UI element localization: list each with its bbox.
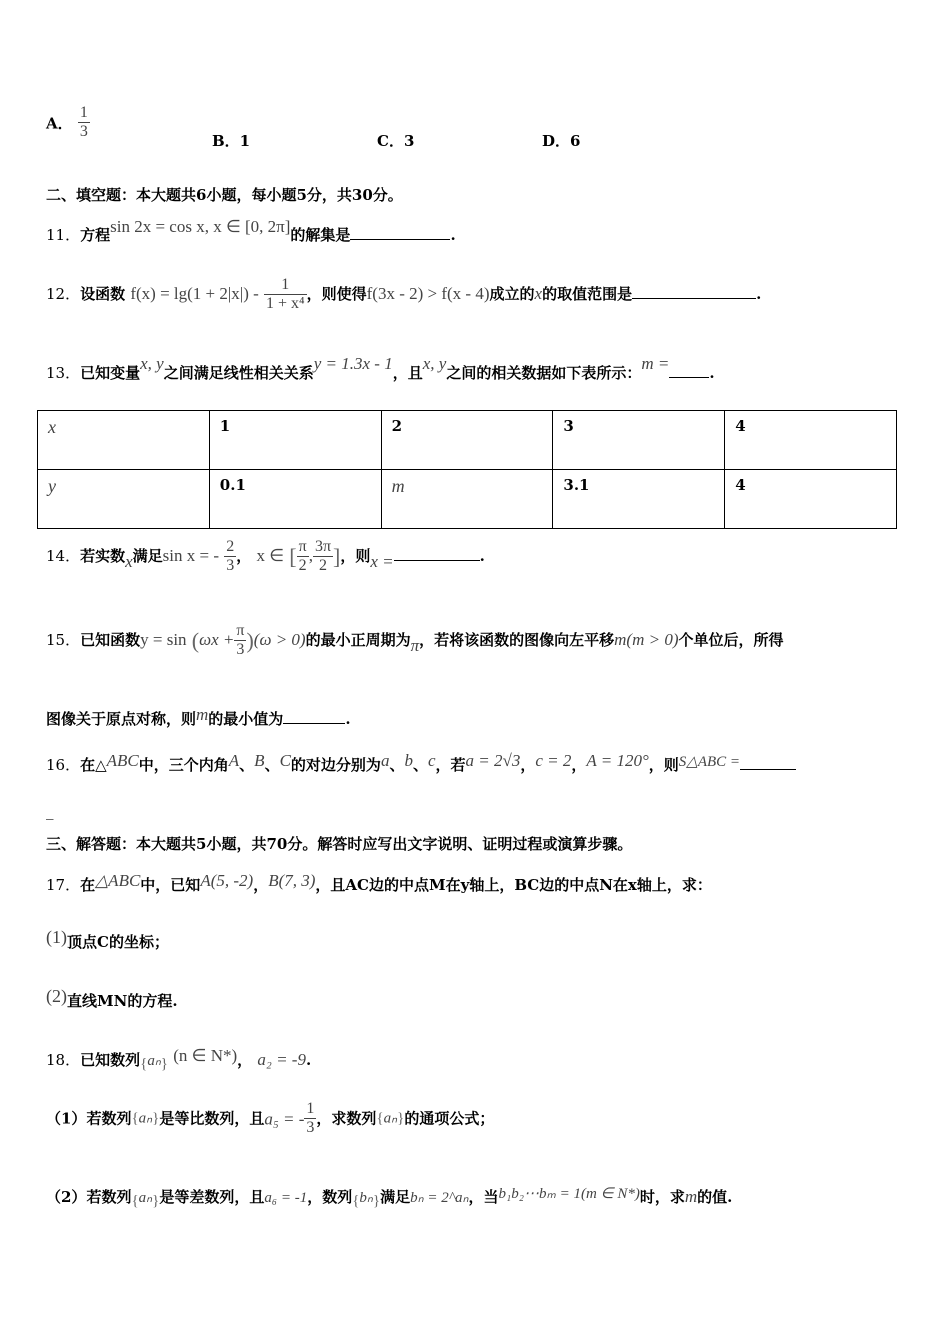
question-15-line-2: 图像关于原点对称，则m的最小值为 . [46, 705, 351, 728]
q11-answer-blank [350, 239, 450, 240]
option-d: D．6 [542, 132, 581, 150]
question-14: 14．若实数x满足sin x = - $\frac{2}{3}$ ， x ∈ [ $\frac{\pi}{2}$ , $\frac{3\pi}{2}$ ]，则x = . [46, 538, 485, 575]
table-row: x 1 2 3 4 [38, 411, 897, 470]
q13-data-table [37, 410, 897, 529]
option-b: B．1 [212, 132, 251, 150]
option-a-label: A． [46, 114, 73, 133]
q12-answer-blank [632, 298, 756, 299]
question-13: 13．已知变量x, y之间满足线性相关关系y = 1.3x - 1，且x, y之间的相关数据如下表所示：m = . [46, 354, 715, 382]
q12-function: f(x) = lg(1 + 2|x|) - [130, 283, 259, 303]
option-a [46, 104, 90, 142]
question-16: 16．在△ABC中，三个内角A、B、C的对边分别为a、b、c，若a = 2√3，c = 2，A = 120°，则S△ABC = [46, 752, 796, 773]
section-2-header: 二、填空题：本大题共6小题，每小题5分，共30分。 [46, 186, 403, 204]
q12-fraction: $\frac{1}{\text{1 + x⁴}}$ [266, 276, 305, 313]
q11-formula: sin 2x = cos x, x ∈ [0, 2π] [110, 217, 291, 236]
question-18: 18．已知数列{aₙ} (n ∈ N*)， a₂ = -9. [46, 1046, 312, 1072]
q14-right-bracket: ] [333, 543, 341, 569]
question-15: 15．已知函数y = sin (ωx + $\frac{\pi}{3}$ )(ω > 0)的最小正周期为π，若将该函数的图像向左平移m(m > 0)个单位后，所得 [46, 622, 784, 659]
q17-part-2: (2)直线MN的方程. [46, 986, 178, 1010]
q12-inequality: f(3x - 2) > f(x - 4) [366, 283, 490, 303]
q15-fraction: $\frac{\pi}{3}$ [236, 622, 245, 659]
q16-trailing-underscore: _ [46, 802, 54, 820]
q14-fraction: $\frac{2}{3}$ [226, 538, 235, 575]
q15-answer-blank [283, 723, 345, 724]
q13-answer-blank [669, 377, 709, 378]
table-row: y 0.1 m 3.1 4 [38, 470, 897, 529]
q18-fraction: $\frac{1}{3}$ [306, 1100, 315, 1137]
q13-formula: y = 1.3x - 1 [313, 354, 393, 373]
q17-part-1: (1)顶点C的坐标； [46, 927, 169, 951]
q18-part-2: （2）若数列{aₙ}是等差数列，且a₆ = -1，数列{bₙ}满足bₙ = 2^aₙ，当b₁b₂⋯bₘ = 1(m ∈ N*)时，求m的值. [46, 1186, 733, 1209]
question-12: 12．设函数 f(x) = lg(1 + 2|x|) - $\frac{1}{\text{1 + x⁴}}$ ，则使得f(3x - 2) > f(x - 4)成立的x的取值范围是 . [46, 276, 762, 313]
q16-answer-blank [740, 769, 796, 770]
option-c: C．3 [377, 132, 415, 150]
question-11: 11．方程sin 2x = cos x, x ∈ [0, 2π]的解集是 . [46, 217, 456, 244]
question-17: 17．在△ABC中，已知A(5, -2)，B(7, 3)，且AC边的中点M在y轴上，BC边的中点N在x轴上，求： [46, 871, 712, 894]
option-a-fraction: $\frac{1}{3}$ [79, 104, 88, 141]
section-3-header: 三、解答题：本大题共5小题，共70分。解答时应写出文字说明、证明过程或演算步骤。 [46, 835, 633, 853]
q14-left-bracket: [ [289, 543, 297, 569]
q18-part-1: （1）若数列{aₙ}是等比数列，且a₅ = - $\frac{1}{3}$ ，求数列{aₙ}的通项公式； [46, 1100, 495, 1137]
q14-answer-blank [394, 560, 480, 561]
